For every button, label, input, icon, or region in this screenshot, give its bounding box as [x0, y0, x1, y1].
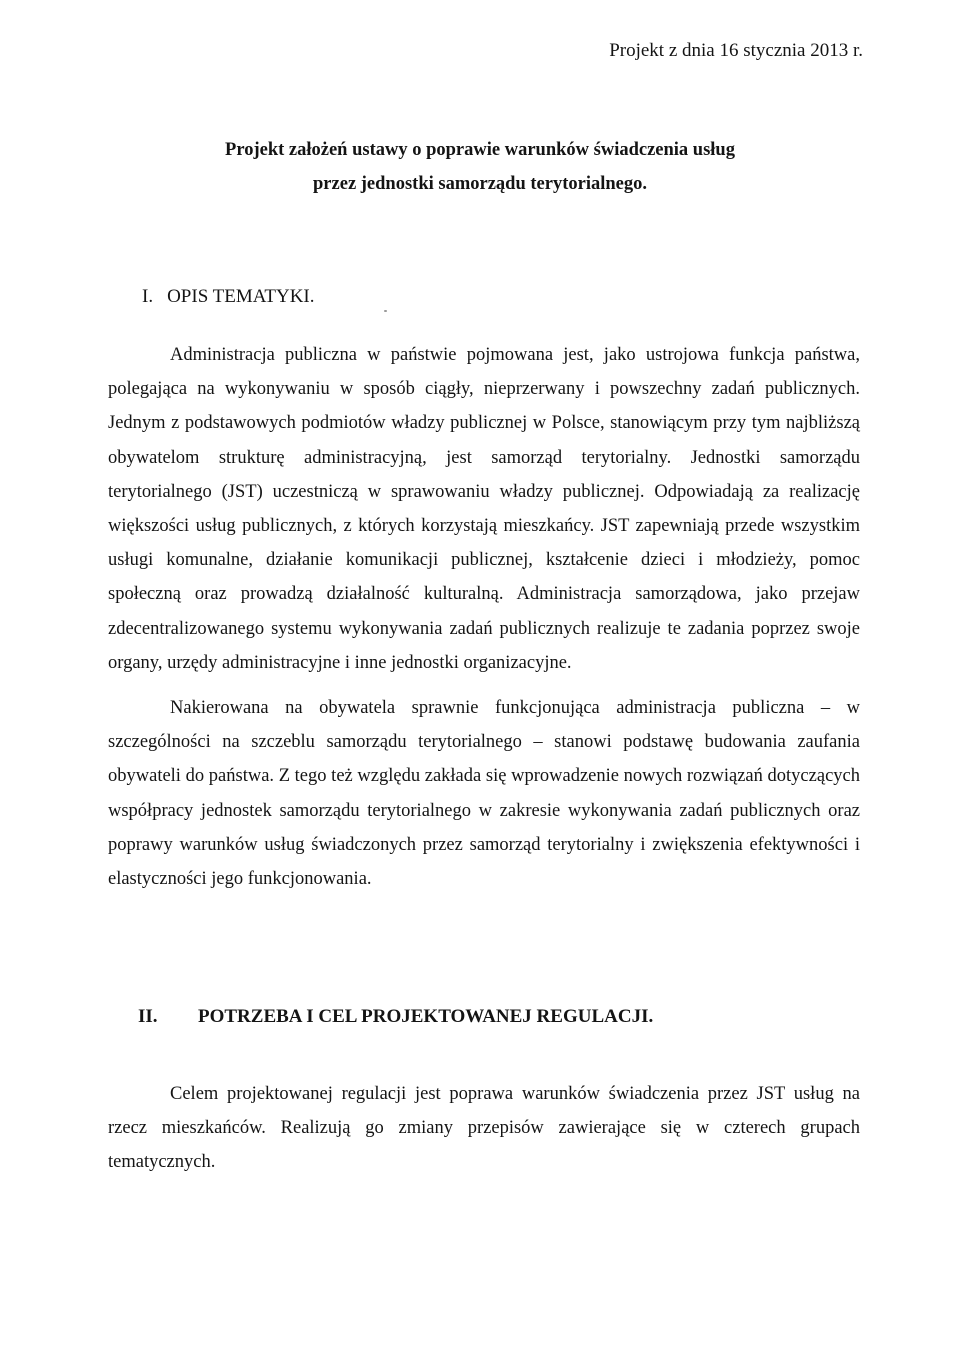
title-line-2: przez jednostki samorządu terytorialnego.	[313, 174, 647, 194]
section-1-paragraph-2: Nakierowana na obywatela sprawnie funkcjonująca administracja publiczna – w szczególności na szczeblu samorządu terytorialnego – stanowi podstawę budowania zaufania obywateli do państwa. Z tego też względu zakłada się wprowadzenie nowych rozwiązań dotyczących współpracy jednostek samorządu terytorialnego w zakresie wykonywania zadań publicznych oraz poprawy warunków usług świadczonych przez samorząd terytorialny i zwiększenia efektywności i elastyczności jego funkcjonowania.	[108, 698, 860, 890]
section-1-paragraph-1: Administracja publiczna w państwie pojmowana jest, jako ustrojowa funkcja państwa, polegająca na wykonywaniu w sposób ciągły, nieprzerwany i powszechny zadań publicznych. Jednym z podstawowych podmiotów władzy publicznej w Polsce, stanowiącym przy tym najbliższą obywatelom strukturę administracyjną, jest samorząd terytorialny. Jednostki samorządu terytorialnego (JST) uczestniczą w sprawowaniu władzy publicznej. Odpowiadają za realizację większości usług publicznych, z których korzystają mieszkańcy. JST zapewniają przede wszystkim usługi komunalne, działanie komunikacji publicznej, kształcenie dzieci i młodzieży, pomoc społeczną oraz prowadzą działalność kulturalną. Administracja samorządowa, jako przejaw zdecentralizowanego systemu wykonywania zadań publicznych realizuje te zadania poprzez swoje organy, urzędy administracyjne i inne jednostki organizacyjne.	[108, 345, 860, 673]
section-1-body	[108, 338, 860, 896]
section-2-heading	[138, 1006, 653, 1028]
section-2-number: II.	[138, 1006, 158, 1027]
document-date: Projekt z dnia 16 stycznia 2013 r.	[609, 40, 863, 61]
title-line-1: Projekt założeń ustawy o poprawie warunków świadczenia usług	[225, 140, 735, 160]
scan-speck	[384, 310, 387, 312]
section-2-body	[108, 1077, 860, 1180]
section-1-heading	[142, 286, 315, 308]
section-1-number: I.	[142, 286, 154, 307]
section-1-title: OPIS TEMATYKI.	[167, 286, 315, 307]
document-title	[100, 133, 860, 201]
section-2-paragraph-1: Celem projektowanej regulacji jest poprawa warunków świadczenia przez JST usług na rzecz mieszkańców. Realizują go zmiany przepisów zawierające się w czterech grupach tematycznych.	[108, 1084, 860, 1173]
section-2-title: POTRZEBA I CEL PROJEKTOWANEJ REGULACJI.	[198, 1006, 654, 1027]
